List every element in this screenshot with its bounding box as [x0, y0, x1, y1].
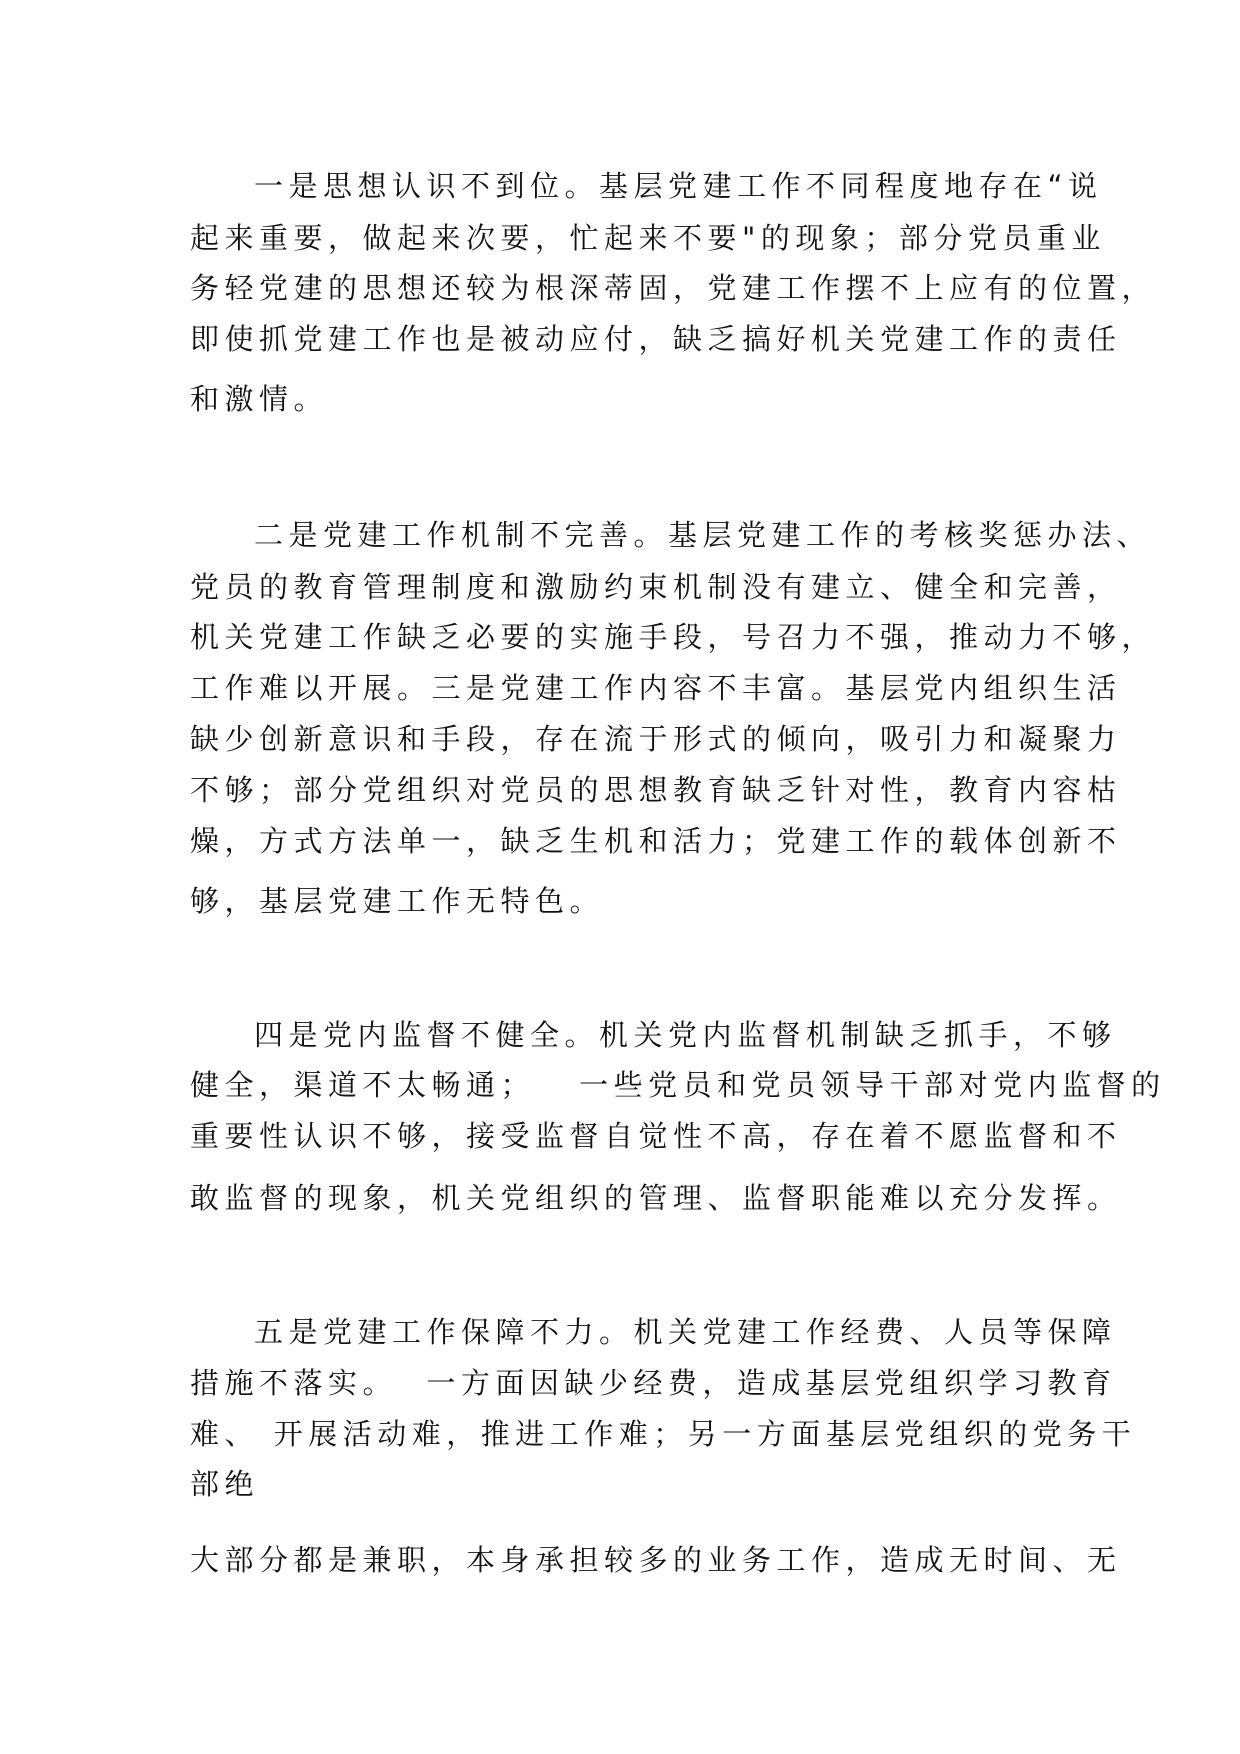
text-line: 健全，渠道不太畅通； 一些党员和党员领导干部对党内监督的 — [190, 1068, 1166, 1102]
text-line: 二是党建工作机制不完善。基层党建工作的考核奖惩办法、 — [254, 518, 1152, 552]
text-line: 和激情。 — [190, 382, 329, 416]
text-line: 难、 开展活动难，推进工作难；另一方面基层党组织的党务干 — [190, 1417, 1137, 1451]
text-line: 一是思想认识不到位。基层党建工作不同程度地存在“说 — [254, 169, 1103, 203]
text-line: 五是党建工作保障不力。机关党建工作经费、人员等保障 — [254, 1315, 1117, 1349]
text-line: 务轻党建的思想还较为根深蒂固，党建工作摆不上应有的位置， — [190, 271, 1157, 305]
text-line: 够，基层党建工作无特色。 — [190, 884, 605, 918]
text-line: 大部分都是兼职，本身承担较多的业务工作，造成无时间、无 — [190, 1543, 1122, 1577]
text-line: 机关党建工作缺乏必要的实施手段，号召力不强，推动力不够， — [190, 620, 1157, 654]
text-line: 起来重要，做起来次要，忙起来不要"的现象；部分党员重业 — [190, 221, 1106, 255]
text-line: 工作难以开展。三是党建工作内容不丰富。基层党内组织生活 — [190, 671, 1122, 705]
text-line: 党员的教育管理制度和激励约束机制没有建立、健全和完善， — [190, 570, 1122, 604]
text-line: 部绝 — [190, 1467, 260, 1501]
text-line: 燥，方式方法单一，缺乏生机和活力；党建工作的载体创新不 — [190, 824, 1122, 858]
text-line: 即使抓党建工作也是被动应付，缺乏搞好机关党建工作的责任 — [190, 322, 1122, 356]
text-line: 缺少创新意识和手段，存在流于形式的倾向，吸引力和凝聚力 — [190, 722, 1122, 756]
text-line: 四是党内监督不健全。机关党内监督机制缺乏抓手，不够 — [254, 1018, 1117, 1052]
text-line: 不够；部分党组织对党员的思想教育缺乏针对性，教育内容枯 — [190, 773, 1122, 807]
text-line: 敢监督的现象，机关党组织的管理、监督职能难以充分发挥。 — [190, 1181, 1122, 1215]
text-line: 重要性认识不够，接受监督自觉性不高，存在着不愿监督和不 — [190, 1119, 1122, 1153]
text-line: 措施不落实。 一方面因缺少经费，造成基层党组织学习教育 — [190, 1366, 1117, 1400]
